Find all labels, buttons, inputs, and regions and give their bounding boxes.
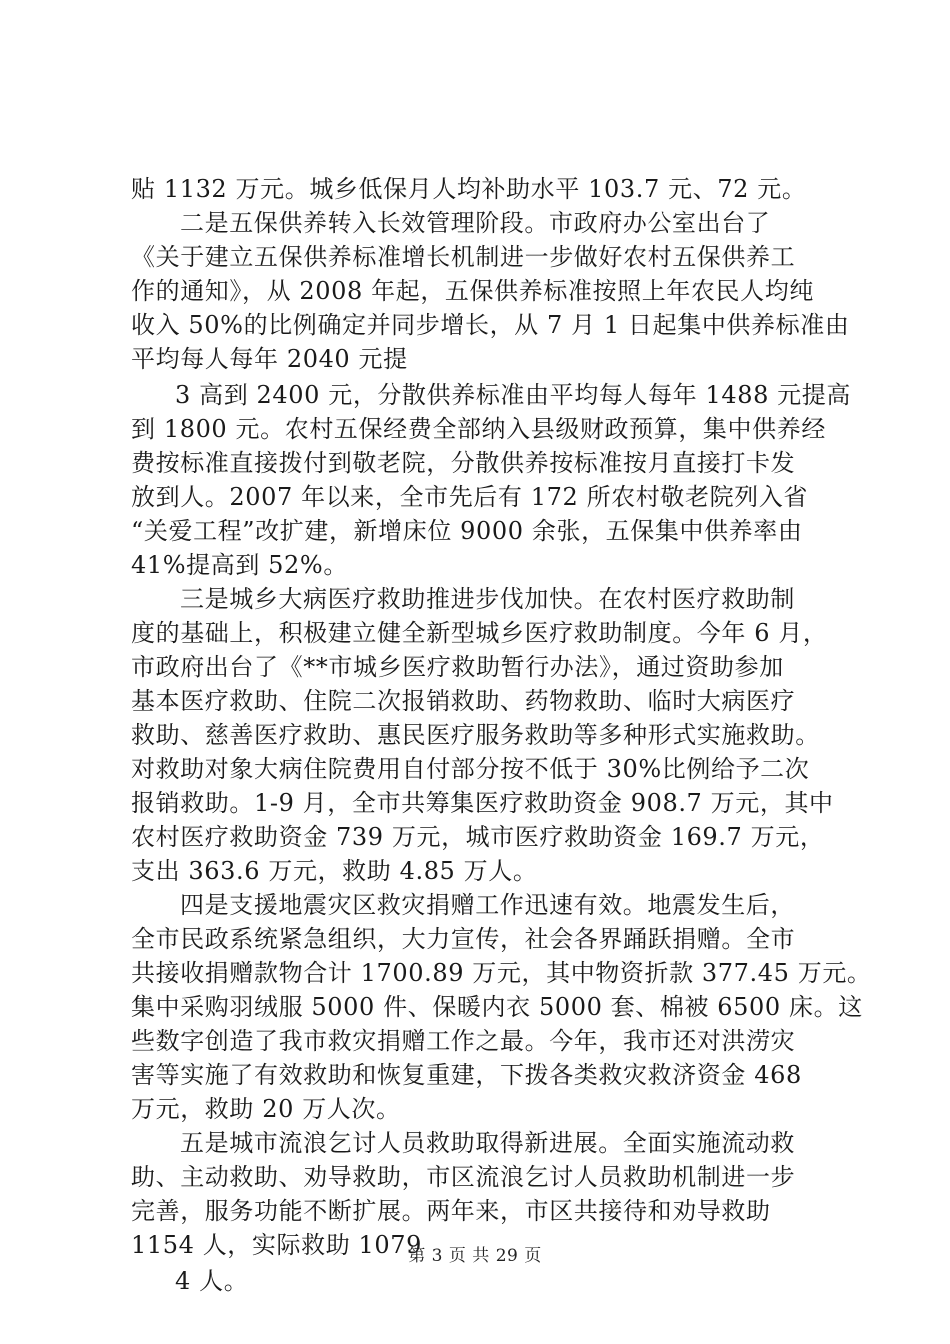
text-line: 放到人。2007 年以来，全市先后有 172 所农村敬老院列入省: [131, 483, 808, 511]
text-line: 《关于建立五保供养标准增长机制进一步做好农村五保供养工: [131, 243, 796, 271]
text-line: 三是城乡大病医疗救助推进步伐加快。在农村医疗救助制: [180, 585, 795, 613]
text-line: 1154 人，实际救助 1079: [131, 1231, 423, 1259]
text-line: 3 高到 2400 元，分散供养标准由平均每人每年 1488 元提高: [175, 381, 851, 409]
text-line: 4 人。: [175, 1267, 249, 1295]
text-line: “关爱工程”改扩建，新增床位 9000 余张，五保集中供养率由: [131, 517, 803, 545]
text-line: 支出 363.6 万元，救助 4.85 万人。: [131, 857, 538, 885]
text-line: 完善，服务功能不断扩展。两年来，市区共接待和劝导救助: [131, 1197, 771, 1225]
page-number-label: 第 3 页 共 29 页: [408, 1246, 542, 1266]
text-line: 市政府出台了《**市城乡医疗救助暂行办法》，通过资助参加: [131, 653, 784, 681]
text-line: 到 1800 元。农村五保经费全部纳入县级财政预算，集中供养经: [131, 415, 826, 443]
text-line: 贴 1132 万元。城乡低保月人均补助水平 103.7 元、72 元。: [131, 175, 807, 203]
text-line: 害等实施了有效救助和恢复重建，下拨各类救灾救济资金 468: [131, 1061, 802, 1089]
text-line: 五是城市流浪乞讨人员救助取得新进展。全面实施流动救: [180, 1129, 795, 1157]
text-line: 集中采购羽绒服 5000 件、保暖内衣 5000 套、棉被 6500 床。这: [131, 993, 863, 1021]
text-line: 度的基础上，积极建立健全新型城乡医疗救助制度。今年 6 月，: [131, 619, 828, 647]
text-line: 全市民政系统紧急组织，大力宣传，社会各界踊跃捐赠。全市: [131, 925, 796, 953]
text-line: 救助、慈善医疗救助、惠民医疗服务救助等多种形式实施救助。: [131, 721, 820, 749]
text-line: 万元，救助 20 万人次。: [131, 1095, 401, 1123]
text-line: 平均每人每年 2040 元提: [131, 345, 408, 373]
text-line: 二是五保供养转入长效管理阶段。市政府办公室出台了: [180, 209, 771, 237]
text-line: 收入 50%的比例确定并同步增长，从 7 月 1 日起集中供养标准由: [131, 311, 850, 339]
text-line: 农村医疗救助资金 739 万元，城市医疗救助资金 169.7 万元，: [131, 823, 825, 851]
text-line: 基本医疗救助、住院二次报销救助、药物救助、临时大病医疗: [131, 687, 796, 715]
text-line: 助、主动救助、劝导救助，市区流浪乞讨人员救助机制进一步: [131, 1163, 796, 1191]
text-line: 41%提高到 52%。: [131, 551, 348, 579]
text-line: 对救助对象大病住院费用自付部分按不低于 30%比例给予二次: [131, 755, 810, 783]
text-line: 作的通知》，从 2008 年起，五保供养标准按照上年农民人均纯: [131, 277, 814, 305]
text-line: 报销救助。1-9 月，全市共筹集医疗救助资金 908.7 万元，其中: [131, 789, 834, 817]
text-line: 四是支援地震灾区救灾捐赠工作迅速有效。地震发生后，: [180, 891, 795, 919]
text-line: 些数字创造了我市救灾捐赠工作之最。今年，我市还对洪涝灾: [131, 1027, 796, 1055]
text-line: 费按标准直接拨付到敬老院，分散供养按标准按月直接打卡发: [131, 449, 796, 477]
text-line: 共接收捐赠款物合计 1700.89 万元，其中物资折款 377.45 万元。: [131, 959, 872, 987]
page-footer: [0, 1244, 950, 1268]
